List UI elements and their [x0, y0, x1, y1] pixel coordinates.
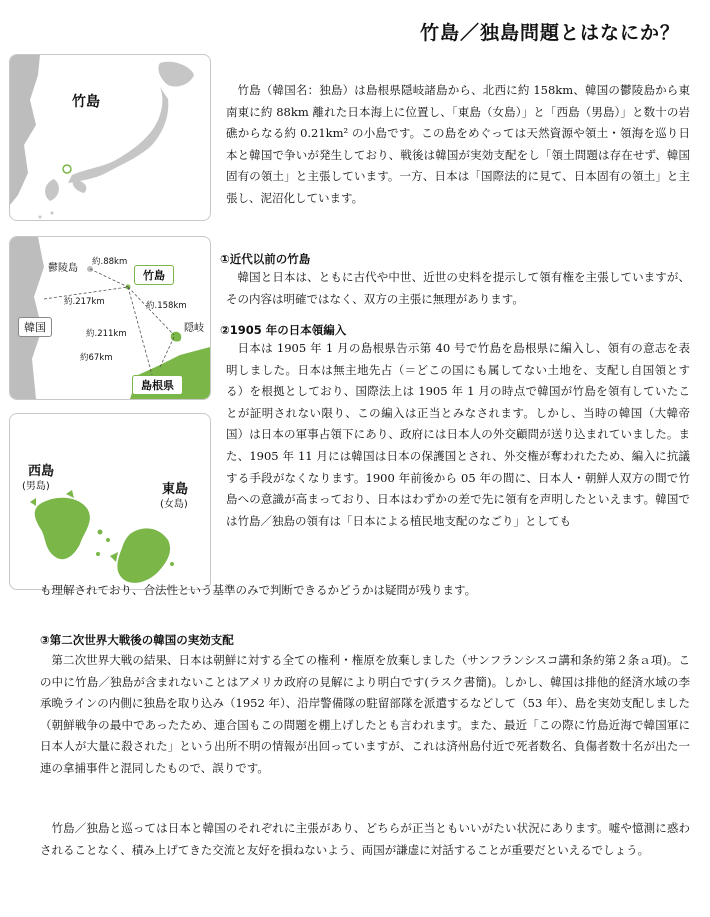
- section3-heading: ③第二次世界大戦後の韓国の実効支配: [40, 633, 234, 647]
- map2-label-shimane: 島根県: [132, 375, 183, 395]
- map3-label-nishijima-sub: (男島): [22, 481, 50, 492]
- map3-label-higashijima-sub: (女島): [160, 499, 188, 510]
- map1-label-takeshima: 竹島: [72, 94, 100, 110]
- section2-body: 日本は 1905 年 1 月の島根県告示第 40 号で竹島を島根県に編入し、領有の意志を表明しました。日本は無主地先占（＝どこの国にも属してない土地を、支配し自国領とする）を根拠としており、国際法上は 1905 年 1 月の時点で韓国が竹島を領有していたことが証明されない限り、この編入は正当とみなされます。しかし、当時の韓国（大韓帝国）は日本の軍事占領下にあり、政府には日本人の外交顧問が送り込まれていました。また、1905 年 11 月には韓国は日本の保護国とされ、外交権が奪われたため、編入に抗議する手段がなくなります。1900 年前後から 05 年の間に、日本人・朝鮮人双方の間で竹島への意識が高まっており、日本はわずかの差で先に領有を声明したといえます。韓国では竹島／独島の領有は「日本による植民地支配のなごり」としても: [226, 341, 690, 528]
- section2-heading: ②1905 年の日本領編入: [220, 323, 347, 337]
- map-islands-detail: [9, 413, 211, 590]
- map3-label-nishijima: 西島: [28, 464, 55, 479]
- map2-label-korea: 韓国: [18, 317, 52, 337]
- page-title: 竹島／独島問題とはなにか？: [419, 22, 680, 44]
- map2-dist-217: 約.217km: [64, 297, 105, 307]
- section1-heading: ①近代以前の竹島: [220, 252, 311, 266]
- map2-label-oki: 隠岐: [184, 323, 204, 334]
- map2-dist-67: 約67km: [80, 353, 113, 363]
- conclusion-paragraph: 竹島／独島と巡っては日本と韓国のそれぞれに主張があり、どちらが正当ともいいがたい状況にあります。嘘や憶測に惑わされることなく、積み上げてきた交流と友好を損ねないよう、両国が謙虚に対話することが重要だといえるでしょう。: [40, 821, 690, 857]
- map2-dist-88: 約.88km: [92, 257, 128, 267]
- map-japan-overview: [9, 54, 211, 221]
- section1-body: 韓国と日本は、ともに古代や中世、近世の史料を提示して領有権を主張していますが、その内容は明確ではなく、双方の主張に無理があります。: [226, 270, 690, 306]
- intro-paragraph: 竹島（韓国名：独島）は島根県隠岐諸島から、北西に約 158km、韓国の鬱陵島から東南東に約 88km 離れた日本海上に位置し、「東島（女島）」と「西島（男島）」と数十の岩礁からなる約 0.21km² の小島です。この島をめぐっては天然資源や領土・領海を巡り日本と韓国で争いが発生しており、戦後は韓国が実効支配をし「領土問題は存在せず、韓国固有の領土」と主張しています。一方、日本は「国際法的に見て、日本固有の領土」と主張し、泥沼化しています。: [226, 83, 690, 205]
- map2-label-takeshima: 竹島: [134, 265, 174, 285]
- japan-map-graphic: [10, 55, 210, 220]
- map-distances: [9, 236, 211, 400]
- section3-body: 第二次世界大戦の結果、日本は朝鮮に対する全ての権利・権原を放棄しました（サンフランシスコ講和条約第２条ａ項)。この中に竹島／独島が含まれないことはアメリカ政府の見解により明白です(ラスク書簡)。しかし、韓国は排他的経済水域の李承晩ラインの内側に独島を取り込み（1952 年）、沿岸警備隊の駐留部隊を派遣するなどして（53 年）、島を実効支配しました（朝鮮戦争の最中であったため、連合国もこの問題を棚上げしたとも言われます。また、最近「この際に竹島近海で韓国軍に日本人が大量に殺された」という出所不明の情報が出回っていますが、これは済州島付近で死者数名、負傷者数十名が出た一連の拿捕事件と混同したもので、誤りです。: [40, 653, 690, 775]
- section2-body-continued: も理解されており、合法性という基準のみで判断できるかどうかは疑問が残ります。: [40, 583, 477, 597]
- map3-label-higashijima: 東島: [162, 482, 189, 497]
- map2-dist-158: 約.158km: [146, 301, 187, 311]
- map2-dist-211: 約.211km: [86, 329, 127, 339]
- map2-label-ulleungdo: 鬱陵島: [48, 263, 78, 274]
